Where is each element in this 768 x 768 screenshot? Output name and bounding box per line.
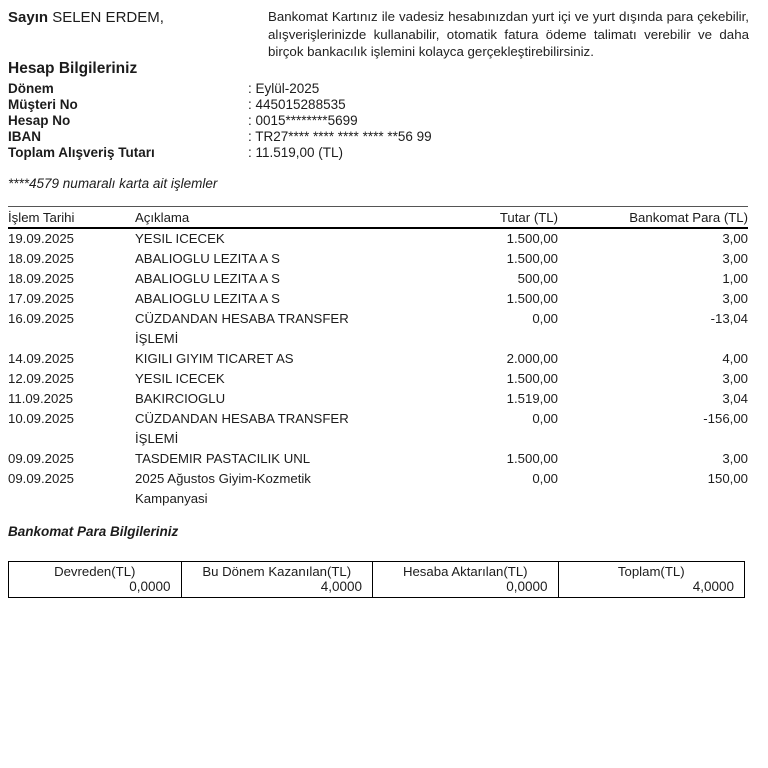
transaction-date: 19.09.2025 bbox=[8, 231, 75, 246]
recipient-name: SELEN ERDEM, bbox=[52, 9, 164, 26]
transaction-amount: 1.500,00 bbox=[506, 251, 558, 266]
transaction-date: 09.09.2025 bbox=[8, 471, 75, 486]
account-info-list bbox=[8, 81, 608, 161]
column-header-amount: Tutar (TL) bbox=[499, 210, 558, 225]
transaction-bonus: 3,00 bbox=[722, 251, 748, 266]
transaction-amount: 0,00 bbox=[532, 411, 558, 426]
summary-column-value: 0,0000 bbox=[129, 579, 171, 594]
table-row bbox=[8, 369, 748, 389]
transaction-bonus: 150,00 bbox=[707, 471, 748, 486]
transaction-amount: 2.000,00 bbox=[506, 351, 558, 366]
summary-column-header: Toplam(TL) bbox=[617, 564, 685, 579]
column-header-bonus: Bankomat Para (TL) bbox=[629, 210, 748, 225]
account-info-row bbox=[8, 81, 608, 97]
transaction-description: YESIL ICECEK bbox=[135, 231, 225, 246]
transactions-header-row bbox=[8, 206, 748, 229]
account-info-label: Dönem bbox=[8, 81, 54, 96]
transaction-date: 18.09.2025 bbox=[8, 251, 75, 266]
summary-column-header: Devreden(TL) bbox=[54, 564, 136, 579]
column-header-description: Açıklama bbox=[135, 210, 190, 225]
transaction-amount: 0,00 bbox=[532, 471, 558, 486]
transaction-bonus: 3,00 bbox=[722, 231, 748, 246]
table-row bbox=[8, 469, 748, 509]
transaction-date: 17.09.2025 bbox=[8, 291, 75, 306]
transaction-date: 09.09.2025 bbox=[8, 451, 75, 466]
summary-column-header: Hesaba Aktarılan(TL) bbox=[402, 564, 528, 579]
transaction-date: 12.09.2025 bbox=[8, 371, 75, 386]
account-info-label: Hesap No bbox=[8, 113, 71, 128]
transaction-description: ABALIOGLU LEZITA A S bbox=[135, 271, 280, 286]
account-info-label: Toplam Alışveriş Tutarı bbox=[8, 145, 155, 160]
transaction-description: ABALIOGLU LEZITA A S bbox=[135, 251, 280, 266]
salutation-line bbox=[8, 9, 164, 26]
table-row bbox=[8, 389, 748, 409]
transaction-description: YESIL ICECEK bbox=[135, 371, 225, 386]
transaction-bonus: 4,00 bbox=[722, 351, 748, 366]
transaction-description: ABALIOGLU LEZITA A S bbox=[135, 291, 280, 306]
transaction-amount: 1.500,00 bbox=[506, 451, 558, 466]
transaction-date: 14.09.2025 bbox=[8, 351, 75, 366]
transaction-amount: 1.519,00 bbox=[506, 391, 558, 406]
transaction-description: KIGILI GIYIM TICARET AS bbox=[135, 351, 294, 366]
transaction-amount: 0,00 bbox=[532, 311, 558, 326]
table-row bbox=[8, 309, 748, 349]
transaction-date: 11.09.2025 bbox=[8, 391, 74, 406]
account-info-row bbox=[8, 113, 608, 129]
transaction-description: CÜZDANDAN HESABA TRANSFER İŞLEMİ bbox=[135, 411, 349, 446]
summary-column-value: 4,0000 bbox=[320, 579, 363, 594]
transaction-amount: 1.500,00 bbox=[506, 371, 558, 386]
transactions-body bbox=[8, 229, 748, 509]
transaction-date: 10.09.2025 bbox=[8, 411, 75, 426]
summary-column bbox=[181, 562, 372, 597]
transaction-description: BAKIRCIOGLU bbox=[135, 391, 226, 406]
transaction-description: 2025 Ağustos Giyim-Kozmetik Kampanyasi bbox=[135, 471, 311, 506]
bankomat-summary-table bbox=[8, 561, 745, 598]
account-info-value: : TR27**** **** **** **** **56 99 bbox=[248, 129, 432, 144]
transaction-bonus: 3,00 bbox=[722, 451, 748, 466]
intro-paragraph: Bankomat Kartınız ile vadesiz hesabınızdan yurt içi ve yurt dışında para çekebilir, alışverişlerinizde kullanabilir, otomatik fatura ödeme talimatı verebilir ve daha birçok bankacılık işlemini kolayca gerçekleştirebilirsiniz. bbox=[268, 9, 749, 60]
transaction-bonus: -156,00 bbox=[703, 411, 748, 426]
account-info-value: : 11.519,00 (TL) bbox=[248, 145, 344, 160]
account-info-row bbox=[8, 97, 608, 113]
summary-column-header: Bu Dönem Kazanılan(TL) bbox=[202, 564, 352, 579]
summary-column bbox=[372, 562, 558, 597]
transaction-description: CÜZDANDAN HESABA TRANSFER İŞLEMİ bbox=[135, 311, 349, 346]
transaction-bonus: 3,00 bbox=[722, 291, 748, 306]
table-row bbox=[8, 249, 748, 269]
summary-column-value: 0,0000 bbox=[506, 579, 548, 594]
account-info-value: : 0015********5699 bbox=[248, 113, 358, 128]
transaction-amount: 1.500,00 bbox=[506, 291, 558, 306]
account-info-value: : Eylül-2025 bbox=[248, 81, 320, 96]
account-info-title: Hesap Bilgileriniz bbox=[8, 60, 138, 77]
account-info-label: IBAN bbox=[8, 129, 41, 144]
transaction-description: TASDEMIR PASTACILIK UNL bbox=[135, 451, 311, 466]
transaction-bonus: 3,00 bbox=[722, 371, 748, 386]
account-info-value: : 445015288535 bbox=[248, 97, 346, 112]
summary-column bbox=[558, 562, 745, 597]
table-row bbox=[8, 229, 748, 249]
transaction-bonus: 3,04 bbox=[722, 391, 748, 406]
transaction-bonus: -13,04 bbox=[710, 311, 748, 326]
transaction-amount: 1.500,00 bbox=[506, 231, 558, 246]
column-header-date: İşlem Tarihi bbox=[8, 210, 75, 225]
bankomat-summary-title: Bankomat Para Bilgileriniz bbox=[8, 524, 179, 539]
transaction-date: 16.09.2025 bbox=[8, 311, 75, 326]
account-info-label: Müşteri No bbox=[8, 97, 78, 112]
card-transactions-note: ****4579 numaralı karta ait işlemler bbox=[8, 176, 218, 191]
summary-column bbox=[9, 562, 181, 597]
table-row bbox=[8, 409, 748, 449]
transaction-bonus: 1,00 bbox=[722, 271, 748, 286]
transaction-amount: 500,00 bbox=[517, 271, 558, 286]
transactions-table bbox=[8, 206, 748, 509]
account-info-row bbox=[8, 129, 608, 145]
summary-column-value: 4,0000 bbox=[692, 579, 735, 594]
transaction-date: 18.09.2025 bbox=[8, 271, 75, 286]
account-info-row bbox=[8, 145, 608, 161]
table-row bbox=[8, 289, 748, 309]
table-row bbox=[8, 349, 748, 369]
salutation-prefix: Sayın bbox=[8, 9, 49, 26]
table-row bbox=[8, 449, 748, 469]
table-row bbox=[8, 269, 748, 289]
